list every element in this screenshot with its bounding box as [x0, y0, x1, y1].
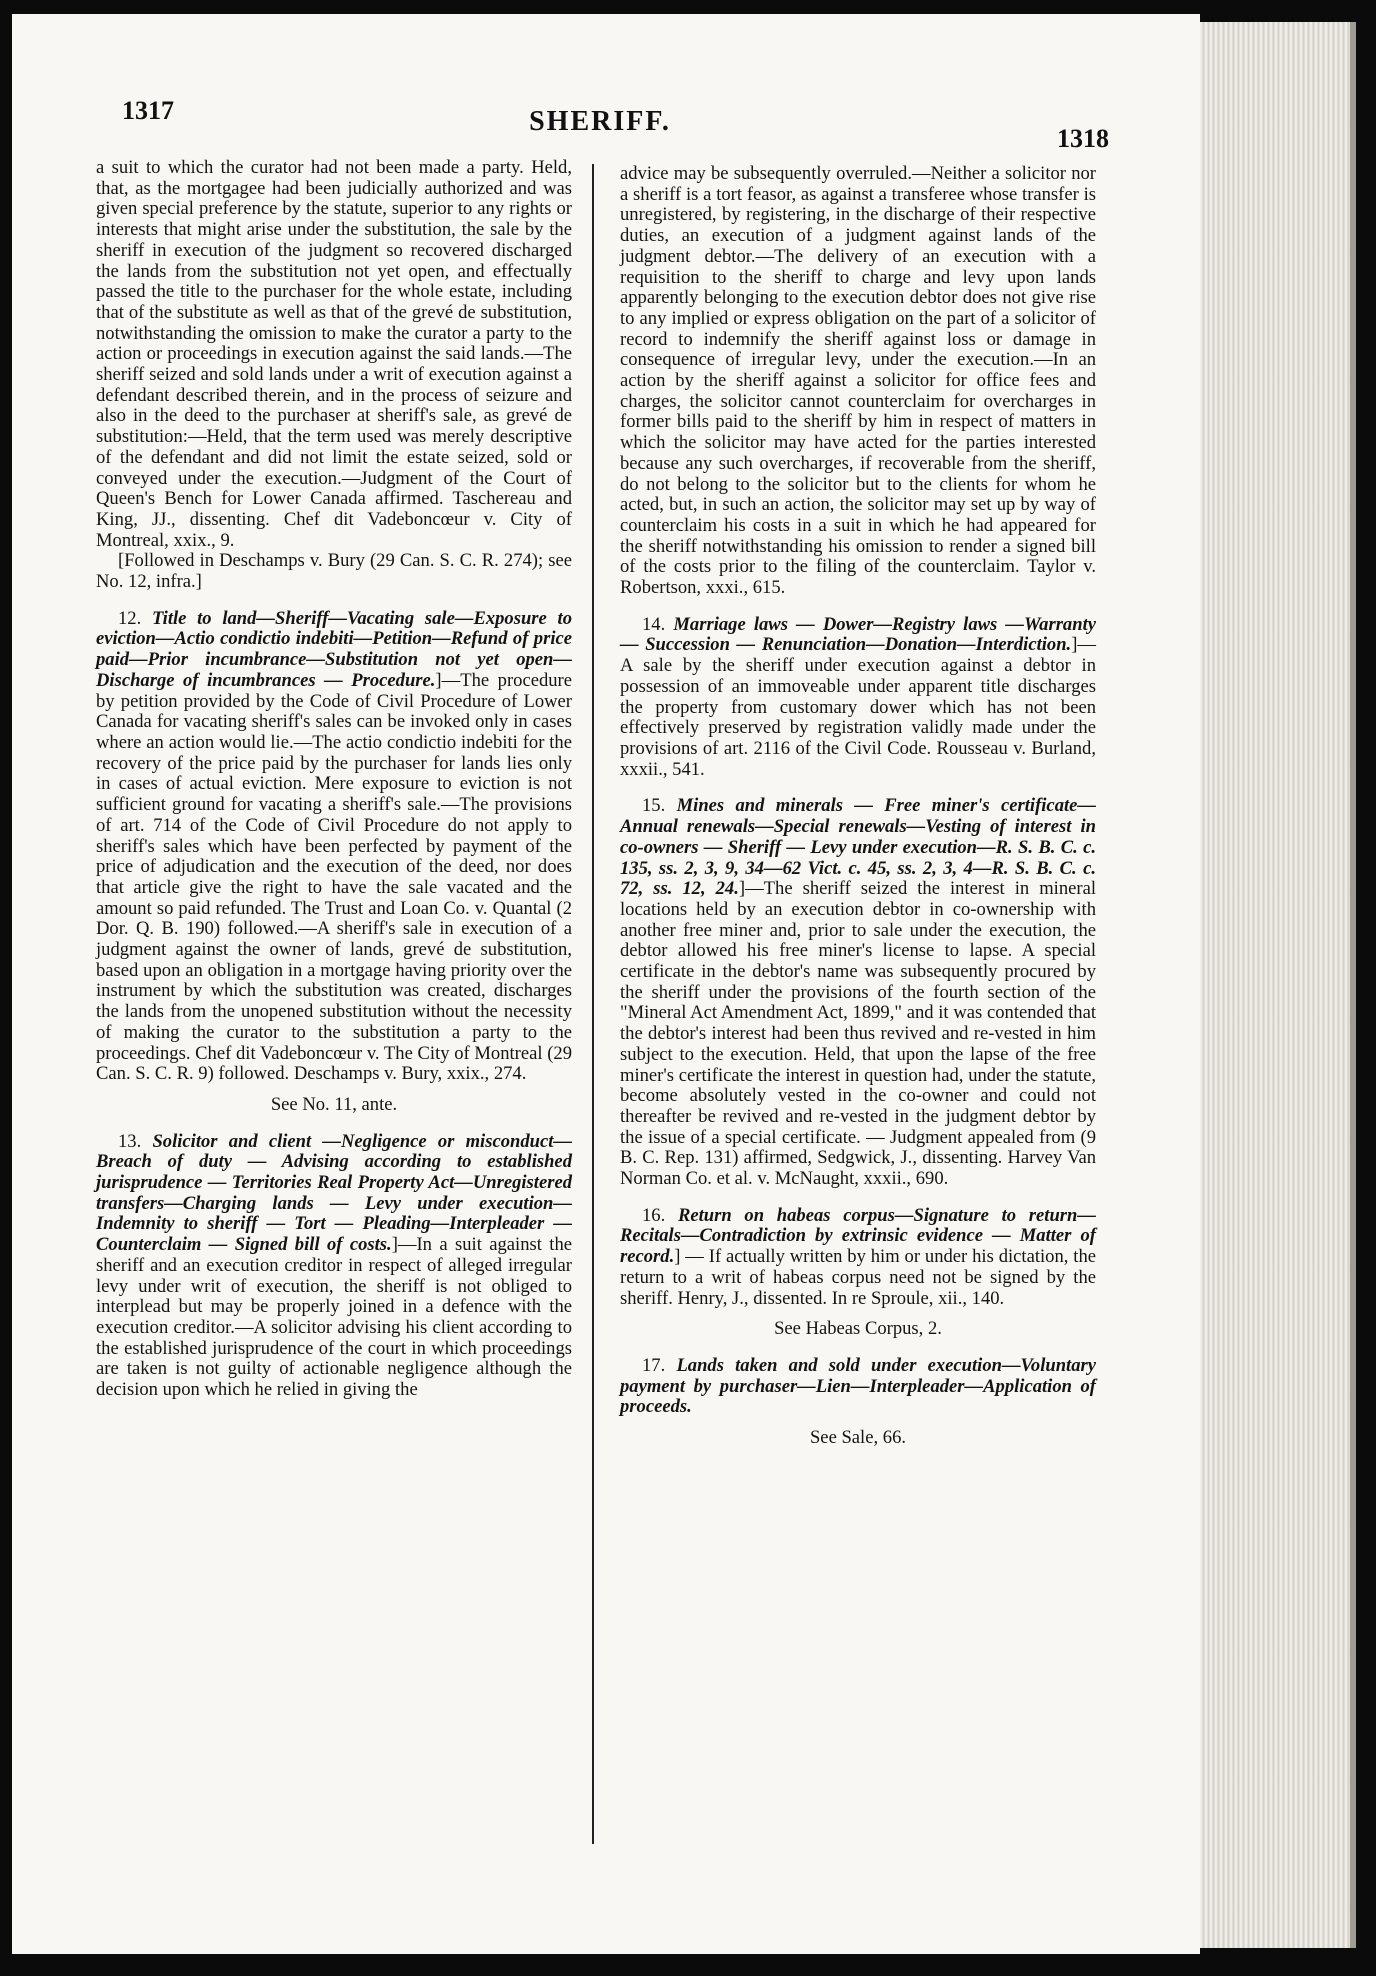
entry-number: 13. — [118, 1130, 142, 1152]
entry-12-see-also: See No. 11, ante. — [270, 1093, 398, 1115]
entry-title: Solicitor and client —Negligence or misconduct—Breach of duty — Advising according to established jurisprudence — Territories Real Property Act—Unregistered transfers—Charging lands — Levy under execution—Indemnity to sheriff — Tort — Pleading—Interpleader — Counterclaim — Signed bill of costs. — [96, 1130, 572, 1256]
entry-11-note: [Followed in Deschamps v. Bury (29 Can. S. C. R. 274); see No. 12, infra.] — [96, 550, 572, 593]
entry-body: ]—In a suit against the sheriff and an execution creditor in respect of alleged irregular levy under writ of execution, the sheriff is not obliged to interplead but may be properly joined in a defence with the execution creditor.—A solicitor advising his client according to the established jurisprudence of the court in which proceedings are taken is not guilty of actionable negligence although the decision upon which he relied in giving the — [96, 1234, 573, 1401]
running-head: SHERIFF. — [529, 106, 671, 137]
entry-body: ] — If actually written by him or under his dictation, the return to a writ of habeas corpus need not be signed by the sheriff. Henry, J., dissented. In re Sproule, xii., 140. — [620, 1246, 1096, 1309]
entry-number: 14. — [642, 613, 666, 635]
entry-number: 16. — [642, 1204, 666, 1226]
entry-number: 12. — [118, 607, 142, 629]
entry-12 — [96, 609, 572, 1085]
entry-17 — [620, 1356, 1096, 1418]
entry-16-see-also: See Habeas Corpus, 2. — [774, 1318, 942, 1340]
entry-body: ]—A sale by the sheriff under execution against a debtor in possession of an immoveable under apparent title discharges the property from customary dower which has not been effectively preserved by registration validly made under the provisions of art. 2116 of the Civil Code. Rousseau v. Burland, xxxii., 541. — [620, 634, 1096, 780]
page-edges — [1200, 22, 1356, 1948]
entry-15 — [620, 796, 1096, 1189]
entry-number: 15. — [642, 795, 666, 817]
page-number-left: 1317 — [122, 96, 174, 125]
entry-14 — [620, 615, 1096, 781]
entry-body: ]—The procedure by petition provided by the Code of Civil Procedure of Lower Canada for vacating sheriff's sales can be invoked only in cases where an action would lie.—The actio condictio indebiti for the recovery of the price paid by the purchaser for lands lies only in cases of actual eviction. Mere exposure to eviction is not sufficient ground for vacating a sheriff's sale.—The provisions of art. 714 of the Code of Civil Procedure do not apply to sheriff's sales which have been perfected by payment of the price of adjudication and the execution of the deed, nor does that article give the right to have the sale vacated and the amount so paid refunded. The Trust and Loan Co. v. Quantal (2 Dor. Q. B. 190) followed.—A sheriff's sale in execution of a judgment against the owner of lands, grevé de substitution, based upon an obligation in a mortgage having priority over the instrument by which the substitution was created, discharges the lands from the unopened substitution without the necessity of making the curator to the substitution a party to the proceedings. Chef dit Vadeboncœur v. The City of Montreal (29 Can. S. C. R. 9) followed. Deschamps v. Bury, xxix., 274. — [96, 669, 572, 1085]
entry-body: ]—The sheriff seized the interest in mineral locations held by an execution debtor in co-ownership with another free miner and, prior to sale under the execution, the debtor allowed his free miner's license to lapse. A special certificate in the debtor's name was subsequently procured by the sheriff under the provisions of the fourth section of the "Mineral Act Amendment Act, 1899," and it was contended that the debtor's interest had been thus revived and re-vested in him subject to the execution. Held, that upon the lapse of the free miner's certificate the interest in question had, under the statute, become absolutely vested in the co-owner and could not thereafter be revived and re-vested in the judgment debtor by the issue of a special certificate. — Judgment appealed from (9 B. C. Rep. 131) affirmed, Sedgwick, J., dissenting. Harvey Van Norman Co. et al. v. McNaught, xxxii., 690. — [620, 878, 1096, 1190]
entry-title: Title to land—Sheriff—Vacating sale—Exposure to eviction—Actio condictio indebiti—Petition—Refund of price paid—Prior incumbrance—Substitution not yet open—Discharge of incumbrances — Procedure. — [96, 607, 572, 691]
entry-number: 17. — [642, 1354, 666, 1376]
entry-11-continuation: a suit to which the curator had not been made a party. Held, that, as the mortgagee had been judicially authorized and was given special preference by the statute, superior to any rights or interests that might arise under the substitution, the sale by the sheriff in execution of the judgment so recovered discharged the lands from the substitution not yet open, and effectually passed the title to the purchaser for the whole estate, including that of the substitute as well as that of the grevé de substitution, notwithstanding the omission to make the curator a party to the action or proceedings in execution against the said lands.—The sheriff seized and sold lands under a writ of execution against a defendant described therein, and in the process of seizure and also in the deed to the purchaser at sheriff's sale, as grevé de substitution:—Held, that the term used was merely descriptive of the defendant and did not limit the estate seized, sold or conveyed under the execution.—Judgment of the Court of Queen's Bench for Lower Canada affirmed. Taschereau and King, JJ., dissenting. Chef dit Vadeboncœur v. City of Montreal, xxix., 9. — [96, 157, 572, 551]
entry-title: Return on habeas corpus—Signature to return—Recitals—Contradiction by extrinsic evidence — Matter of record. — [620, 1204, 1096, 1268]
left-column — [96, 158, 572, 1401]
entry-title: Mines and minerals — Free miner's certificate—Annual renewals—Special renewals—Vesting of interest in co-owners — Sheriff — Levy under execution—R. S. B. C. c. 135, ss. 2, 3, 9, 34—62 Vict. c. 45, ss. 2, 3, 4—R. S. B. C. c. 72, ss. 12, 24. — [620, 795, 1096, 900]
entry-16 — [620, 1206, 1096, 1310]
entry-title: Marriage laws — Dower—Registry laws —Warranty — Succession — Renunciation—Donation—Interdiction. — [620, 613, 1096, 656]
page-number-right: 1318 — [1057, 124, 1109, 153]
right-column — [620, 164, 1096, 1449]
entry-17-see-also: See Sale, 66. — [809, 1427, 907, 1449]
entry-13-continuation: advice may be subsequently overruled.—Neither a solicitor nor a sheriff is a tort feasor, as against a transferee whose transfer is unregistered, by registering, in the discharge of their respective duties, an execution of a judgment against lands of the judgment debtor.—The delivery of an execution with a requisition to the sheriff to charge and levy upon lands apparently belonging to the execution debtor does not give rise to any implied or express obligation on the part of a solicitor of record to indemnify the sheriff against loss or damage in consequence of irregular levy, under the execution.—In an action by the sheriff against a solicitor for office fees and charges, the solicitor cannot counterclaim for overcharges in former bills paid to the sheriff by him in respect of matters in which the solicitor may have acted for the parties interested because any such overcharges, if recoverable from the sheriff, do not belong to the solicitor but to the clients for whom he acted, but, in such an action, the solicitor may set up by way of counterclaim his costs in a suit in which he had appeared for the sheriff notwithstanding his omission to render a signed bill of the costs prior to the filing of the counterclaim. Taylor v. Robertson, xxxi., 615. — [620, 163, 1096, 599]
entry-13 — [96, 1132, 572, 1401]
column-divider — [592, 164, 594, 1844]
entry-title: Lands taken and sold under execution—Voluntary payment by purchaser—Lien—Interpleader—Application of proceeds. — [620, 1354, 1096, 1418]
